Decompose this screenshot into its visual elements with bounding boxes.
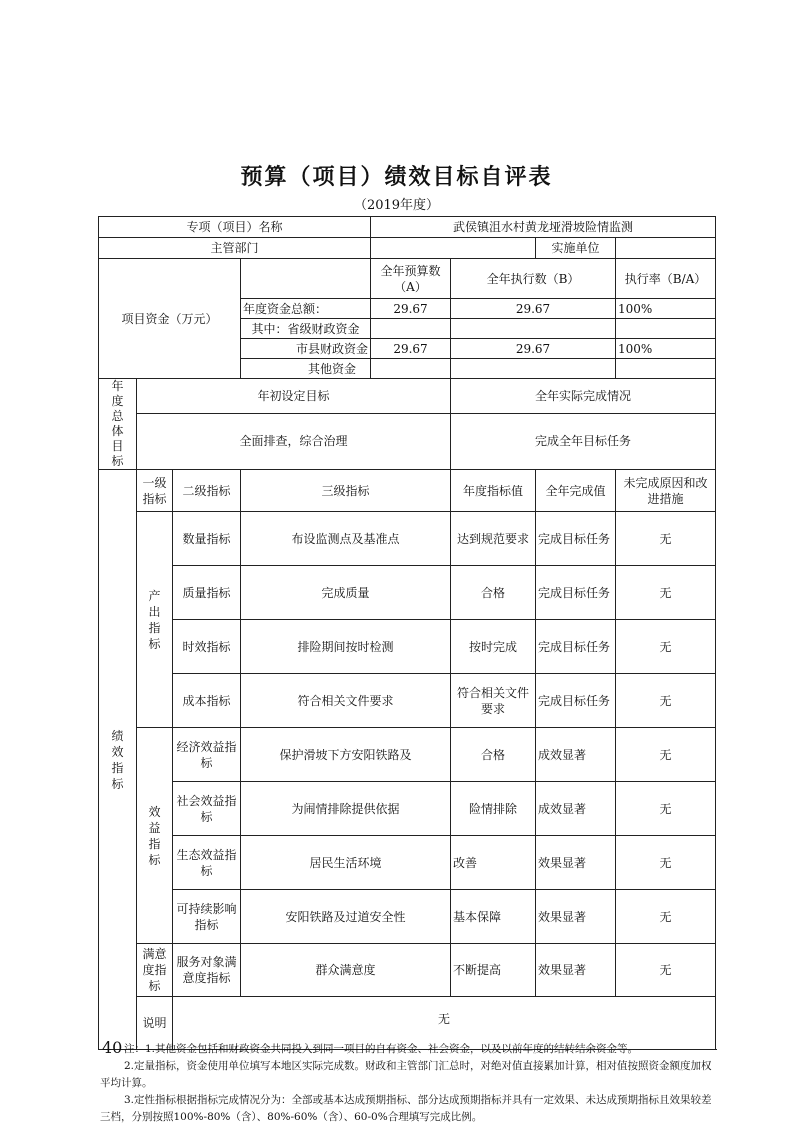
indicator-l3: 群众满意度	[241, 944, 451, 997]
indicator-l2: 时效指标	[173, 620, 241, 674]
indicator-reason: 无	[616, 674, 716, 728]
funds-header-a: 全年预算数（A）	[371, 259, 451, 299]
perf-label: 绩效指标	[99, 470, 137, 1050]
remark-value: 无	[173, 997, 716, 1050]
indicator-l2: 服务对象满意度指标	[173, 944, 241, 997]
indicator-reason: 无	[616, 728, 716, 782]
perf-header-reason: 未完成原因和改进措施	[616, 470, 716, 512]
indicator-target: 险情排除	[451, 782, 536, 836]
goal-done-value: 完成全年目标任务	[451, 413, 716, 469]
funds-row-rate: 100%	[616, 339, 716, 359]
indicator-l3: 保护滑坡下方安阳铁路及	[241, 728, 451, 782]
indicator-l3: 安阳铁路及过道安全性	[241, 890, 451, 944]
funds-header-b: 全年执行数（B）	[451, 259, 616, 299]
indicator-target: 按时完成	[451, 620, 536, 674]
project-name-label: 专项（项目）名称	[99, 217, 371, 238]
indicator-l3: 为闹情排除提供依据	[241, 782, 451, 836]
page-title: 预算（项目）绩效目标自评表	[240, 164, 553, 190]
goal-col2-header: 全年实际完成情况	[451, 379, 716, 414]
indicator-l2: 生态效益指标	[173, 836, 241, 890]
indicator-target: 符合相关文件要求	[451, 674, 536, 728]
indicator-l2: 可持续影响指标	[173, 890, 241, 944]
perf-header-actual: 全年完成值	[536, 470, 616, 512]
footnote-3: 3.定性指标根据指标完成情况分为：全部或基本达成预期指标、部分达成预期指标并具有一定效果、未达成预期指标且效果较差三档，分别按照100%-80%（含）、80%-60%（含）、60-0%合理填写完成比例。	[100, 1094, 712, 1123]
indicator-target: 不断提高	[451, 944, 536, 997]
funds-row-a: 29.67	[371, 339, 451, 359]
impl-unit-value	[616, 238, 716, 259]
indicator-l3: 符合相关文件要求	[241, 674, 451, 728]
indicator-target: 基本保障	[451, 890, 536, 944]
evaluation-table	[98, 216, 716, 1050]
dept-value	[371, 238, 536, 259]
annual-goal-label: 年度总体目标	[99, 379, 137, 470]
funds-row-label: 其中：省级财政资金	[241, 319, 371, 339]
funds-row-label: 市县财政资金	[241, 339, 371, 359]
footnote-2: 2.定量指标，资金使用单位填写本地区实际完成数。财政和主管部门汇总时，对绝对值直接累加计算，相对值按照资金额度加权平均计算。	[100, 1060, 712, 1089]
funds-header-rate: 执行率（B/A）	[616, 259, 716, 299]
perf-header-target: 年度指标值	[451, 470, 536, 512]
group-satisfaction-label: 满意度指标	[137, 944, 173, 997]
indicator-reason: 无	[616, 566, 716, 620]
indicator-reason: 无	[616, 512, 716, 566]
perf-header-l3: 三级指标	[241, 470, 451, 512]
indicator-actual: 完成目标任务	[536, 512, 616, 566]
indicator-reason: 无	[616, 620, 716, 674]
funds-row-rate	[616, 359, 716, 379]
indicator-reason: 无	[616, 944, 716, 997]
indicator-actual: 成效显著	[536, 782, 616, 836]
funds-header-blank	[241, 259, 371, 299]
indicator-reason: 无	[616, 890, 716, 944]
indicator-actual: 效果显著	[536, 890, 616, 944]
indicator-l3: 排险期间按时检测	[241, 620, 451, 674]
funds-row-b	[451, 359, 616, 379]
funds-row-rate	[616, 319, 716, 339]
indicator-target: 改善	[451, 836, 536, 890]
perf-header-l2: 二级指标	[173, 470, 241, 512]
indicator-reason: 无	[616, 782, 716, 836]
indicator-actual: 效果显著	[536, 836, 616, 890]
group-benefit-label: 效益指标	[137, 728, 173, 944]
indicator-l2: 成本指标	[173, 674, 241, 728]
indicator-l3: 居民生活环境	[241, 836, 451, 890]
funds-row-b: 29.67	[451, 339, 616, 359]
goal-set-value: 全面排查，综合治理	[137, 413, 451, 469]
indicator-actual: 效果显著	[536, 944, 616, 997]
indicator-actual: 完成目标任务	[536, 566, 616, 620]
indicator-actual: 完成目标任务	[536, 674, 616, 728]
impl-unit-label: 实施单位	[536, 238, 616, 259]
funds-row-a	[371, 359, 451, 379]
indicator-target: 合格	[451, 728, 536, 782]
funds-row-a: 29.67	[371, 299, 451, 319]
footnotes	[100, 1041, 718, 1126]
remark-label: 说明	[137, 997, 173, 1050]
indicator-reason: 无	[616, 836, 716, 890]
goal-col1-header: 年初设定目标	[137, 379, 451, 414]
indicator-actual: 完成目标任务	[536, 620, 616, 674]
indicator-actual: 成效显著	[536, 728, 616, 782]
funds-row-rate: 100%	[616, 299, 716, 319]
indicator-target: 合格	[451, 566, 536, 620]
funds-row-label: 其他资金	[241, 359, 371, 379]
indicator-l3: 完成质量	[241, 566, 451, 620]
footnote-1: 注：1.其他资金包括和财政资金共同投入到同一项目的自有资金、社会资金，以及以前年度的结转结余资金等。	[124, 1043, 639, 1055]
indicator-l2: 经济效益指标	[173, 728, 241, 782]
perf-header-l1: 一级指标	[137, 470, 173, 512]
funds-row-b: 29.67	[451, 299, 616, 319]
funds-label: 项目资金（万元）	[99, 259, 241, 379]
group-output-label: 产出指标	[137, 512, 173, 728]
funds-row-a	[371, 319, 451, 339]
indicator-target: 达到规范要求	[451, 512, 536, 566]
indicator-l3: 布设监测点及基准点	[241, 512, 451, 566]
funds-row-label: 年度资金总额：	[241, 299, 371, 319]
page-number: 40	[102, 1038, 123, 1057]
project-name-value: 武侯镇沮水村黄龙垭滑坡险情监测	[371, 217, 716, 238]
indicator-l2: 社会效益指标	[173, 782, 241, 836]
indicator-l2: 质量指标	[173, 566, 241, 620]
page-subtitle: （2019年度）	[353, 198, 440, 213]
dept-label: 主管部门	[99, 238, 371, 259]
funds-row-b	[451, 319, 616, 339]
indicator-l2: 数量指标	[173, 512, 241, 566]
